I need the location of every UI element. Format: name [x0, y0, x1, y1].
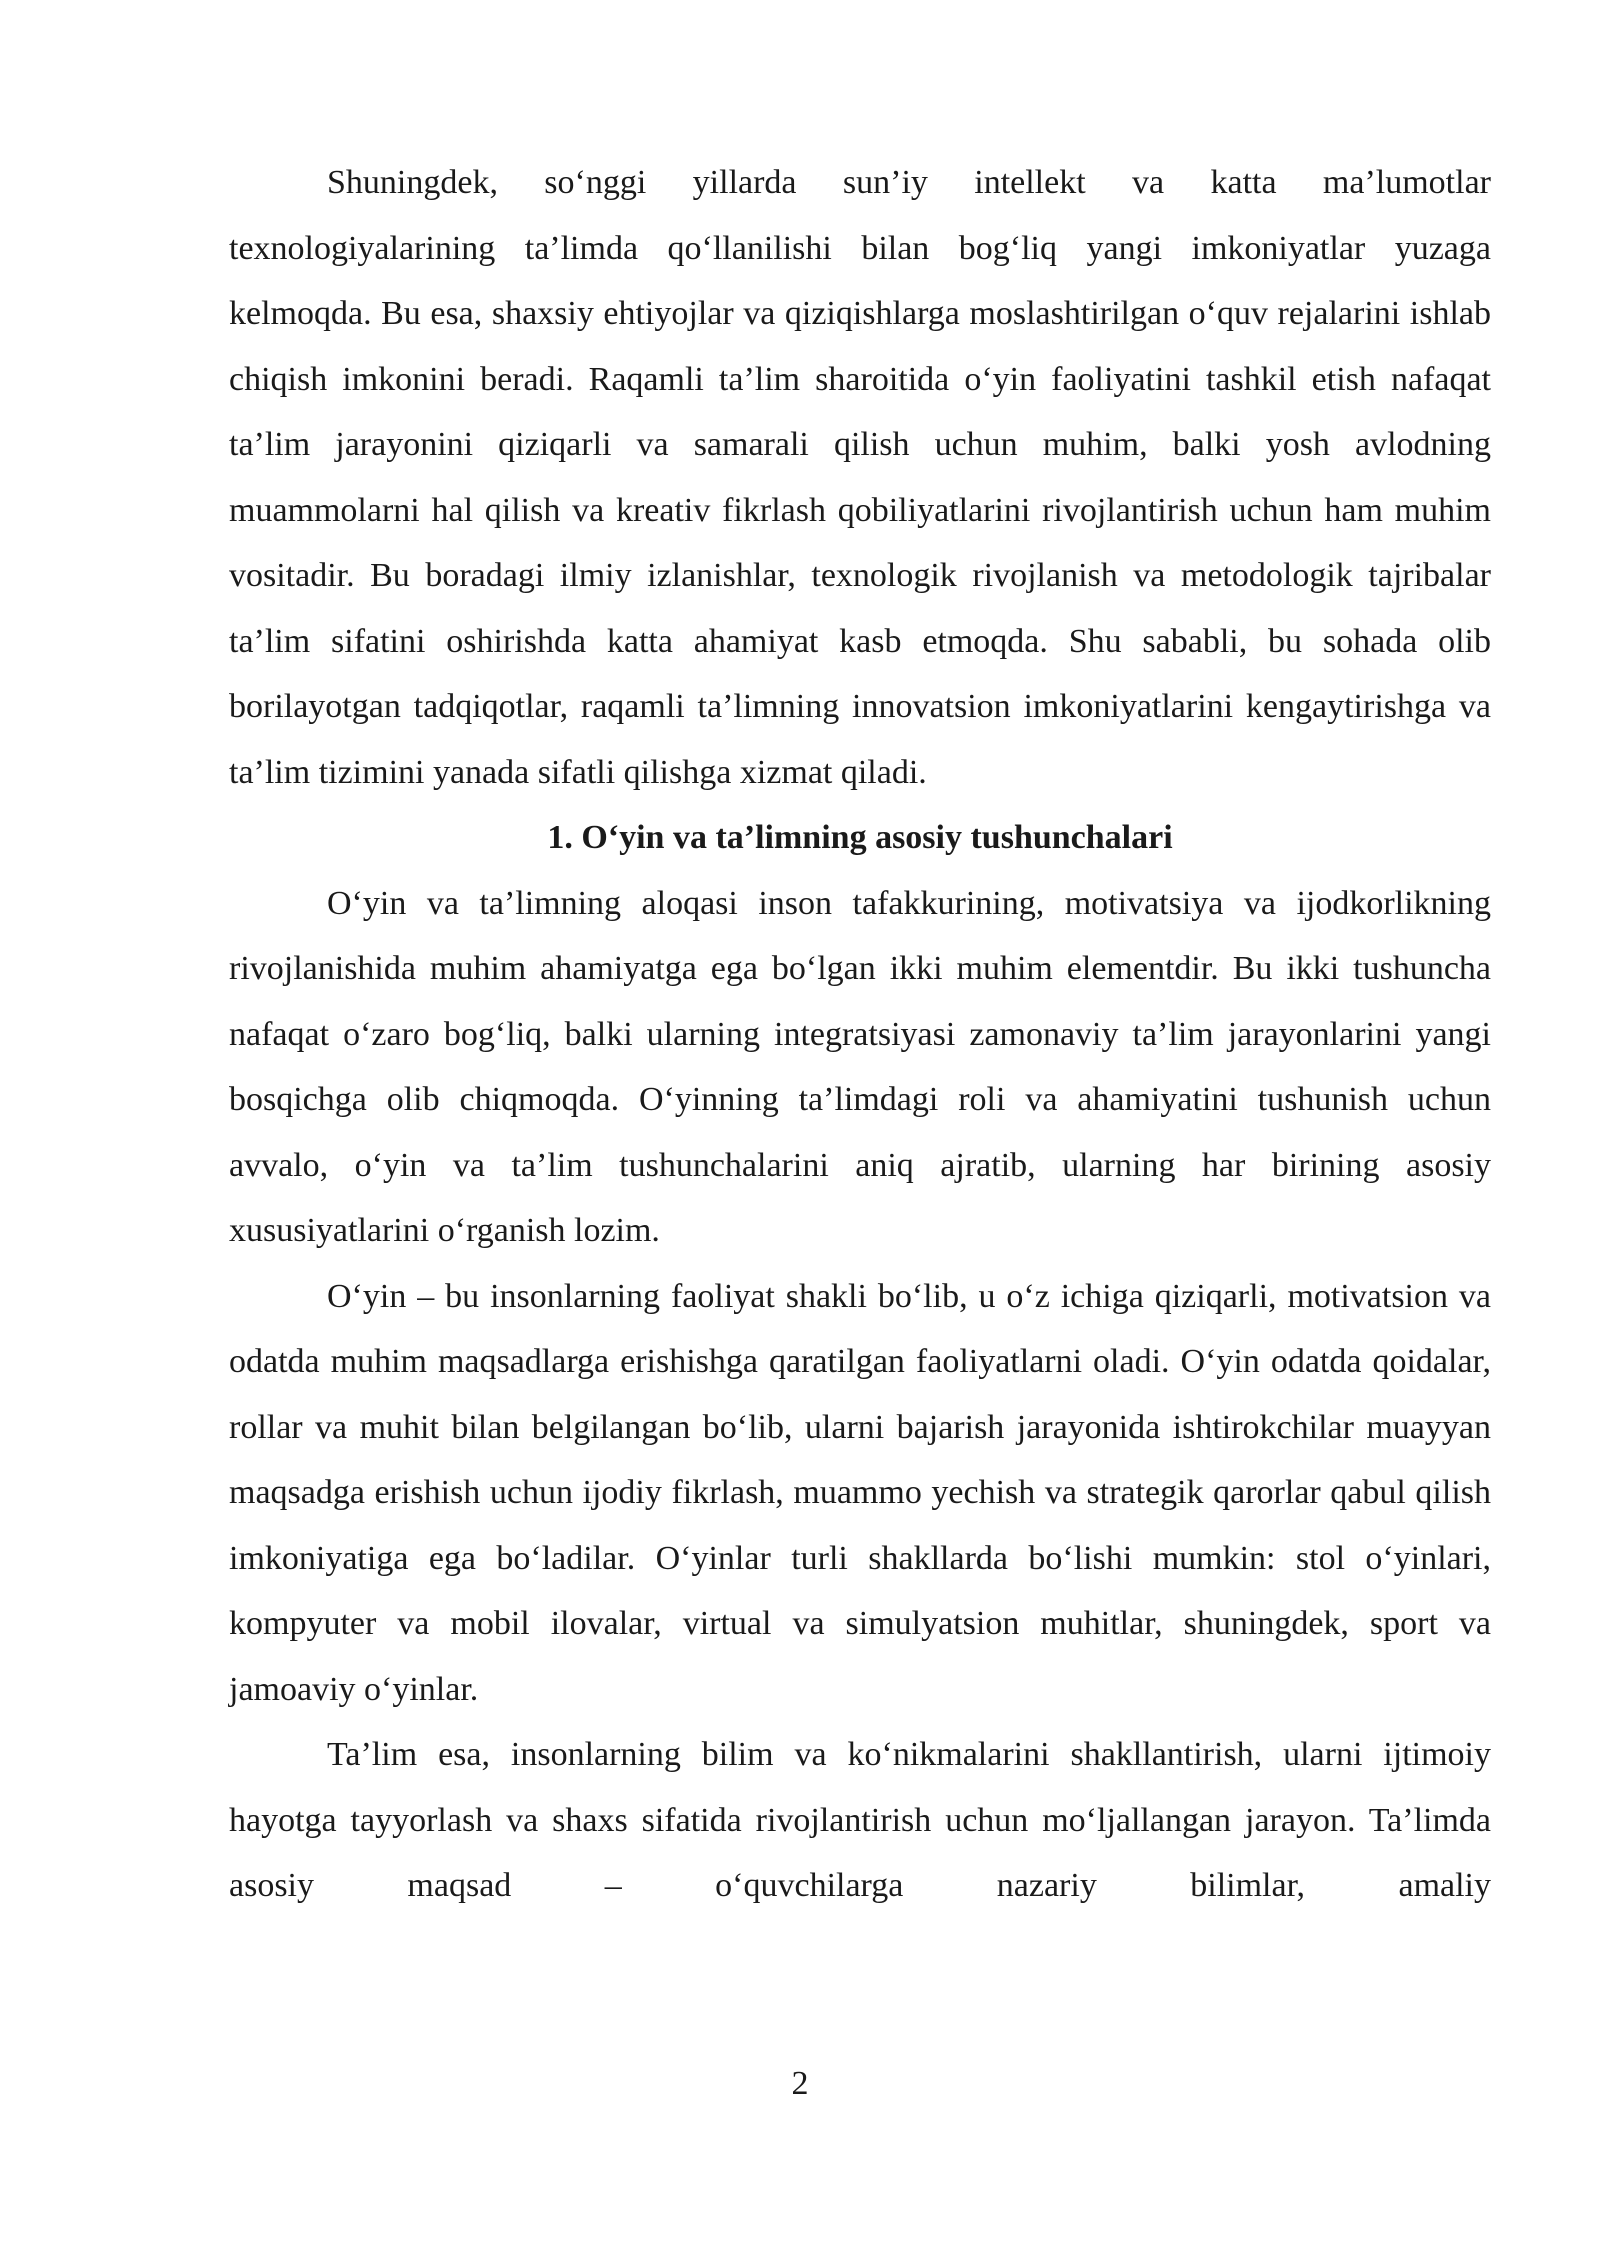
paragraph-play-and-education: O‘yin va ta’limning aloqasi inson tafakkurining, motivatsiya va ijodkorlikning rivojlanishida muhim ahamiyatga ega bo‘lgan ikki muhim elementdir. Bu ikki tushuncha nafaqat o‘zaro bog‘liq, balki ularning integratsiyasi zamonaviy ta’lim jarayonlarini yangi bosqichga olib chiqmoqda. O‘yinning ta’limdagi roli va ahamiyatini tushunish uchun avvalo, o‘yin va ta’lim tushunchalarini aniq ajratib, ularning har birining asosiy xususiyatlarini o‘rganish lozim.: [229, 884, 1491, 1249]
body-text: [229, 150, 1491, 1919]
paragraph-play-definition: O‘yin – bu insonlarning faoliyat shakli bo‘lib, u o‘z ichiga qiziqarli, motivatsion va odatda muhim maqsadlarga erishishga qaratilgan faoliyatlarni oladi. O‘yin odatda qoidalar, rollar va muhit bilan belgilangan bo‘lib, ularni bajarish jarayonida ishtirokchilar muayyan maqsadga erishish uchun ijodiy fikrlash, muammo yechish va strategik qarorlar qabul qilish imkoniyatiga ega bo‘ladilar. O‘yinlar turli shakllarda bo‘lishi mumkin: stol o‘yinlari, kompyuter va mobil ilovalar, virtual va simulyatsion muhitlar, shuningdek, sport va jamoaviy o‘yinlar.: [229, 1277, 1491, 1708]
page-number: 2: [791, 2065, 809, 2102]
section-heading: 1. O‘yin va ta’limning asosiy tushunchalari: [547, 819, 1173, 856]
paragraph-intro: Shuningdek, so‘nggi yillarda sun’iy intellekt va katta ma’lumotlar texnologiyalarining ta’limda qo‘llanilishi bilan bog‘liq yangi imkoniyatlar yuzaga kelmoqda. Bu esa, shaxsiy ehtiyojlar va qiziqishlarga moslashtirilgan o‘quv rejalarini ishlab chiqish imkonini beradi. Raqamli ta’lim sharoitida o‘yin faoliyatini tashkil etish nafaqat ta’lim jarayonini qiziqarli va samarali qilish uchun muhim, balki yosh avlodning muammolarni hal qilish va kreativ fikrlash qobiliyatlarini rivojlantirish uchun ham muhim vositadir. Bu boradagi ilmiy izlanishlar, texnologik rivojlanish va metodologik tajribalar ta’lim sifatini oshirishda katta ahamiyat kasb etmoqda. Shu sababli, bu sohada olib borilayotgan tadqiqotlar, raqamli ta’limning innovatsion imkoniyatlarini kengaytirishga va ta’lim tizimini yanada sifatli qilishga xizmat qiladi.: [229, 164, 1491, 791]
paragraph-education-definition: Ta’lim esa, insonlarning bilim va ko‘nikmalarini shakllantirish, ularni ijtimoiy hayotga tayyorlash va shaxs sifatida rivojlantirish uchun mo‘ljallangan jarayon. Ta’limda asosiy maqsad – o‘quvchilarga nazariy bilimlar, amaliy: [229, 1736, 1491, 1904]
